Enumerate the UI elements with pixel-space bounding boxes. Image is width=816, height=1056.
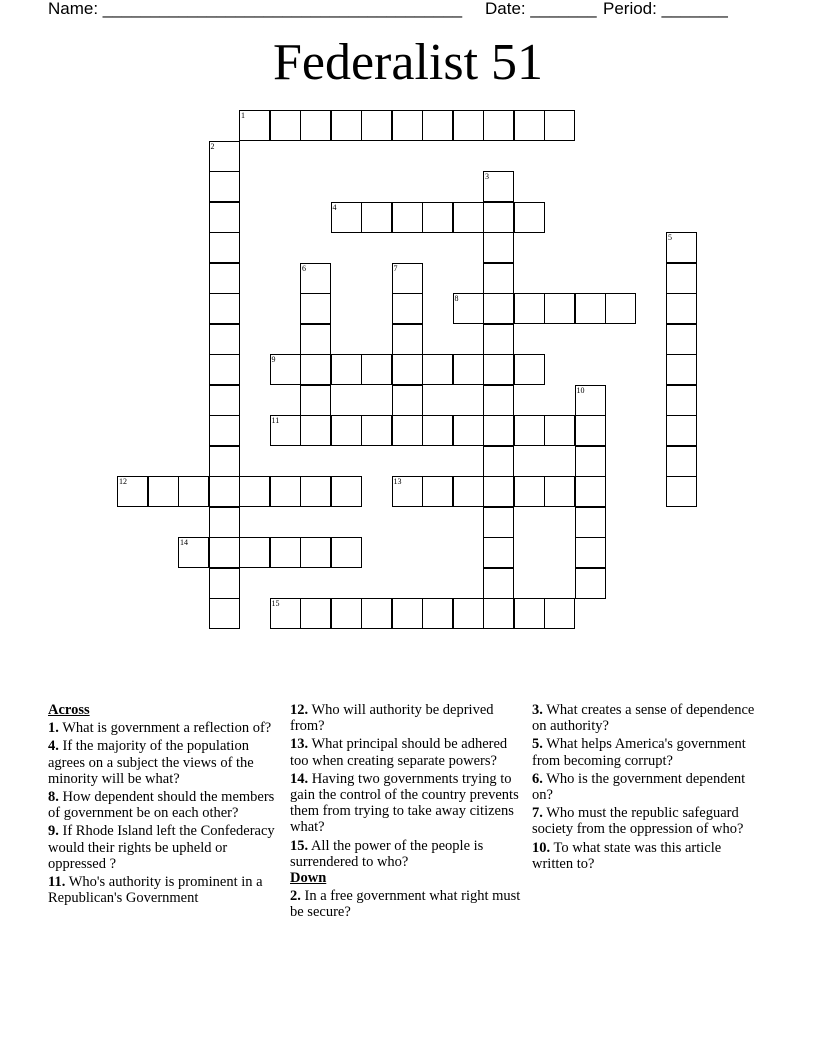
clue-number: 2. (290, 888, 301, 905)
grid-cell[interactable] (270, 537, 301, 568)
grid-cell[interactable] (575, 415, 606, 446)
grid-cell[interactable] (514, 415, 545, 446)
grid-cell[interactable] (270, 476, 301, 507)
grid-cell[interactable] (483, 110, 514, 141)
grid-cell[interactable] (331, 202, 362, 233)
cell-number: 5 (668, 233, 672, 242)
clue-text: If the majority of the population agrees on a subject the views of the minority will be what? (48, 738, 254, 787)
clue-across-1 (48, 720, 278, 736)
date-field[interactable]: Date: _______ (485, 0, 597, 18)
grid-cell[interactable] (422, 476, 453, 507)
grid-cell[interactable] (331, 537, 362, 568)
grid-cell[interactable] (300, 263, 331, 294)
grid-cell[interactable] (575, 507, 606, 538)
grid-cell[interactable] (422, 354, 453, 385)
clue-across-8 (48, 789, 278, 821)
grid-cell[interactable] (575, 385, 606, 416)
clues-column-2 (290, 702, 523, 923)
grid-cell[interactable] (209, 568, 240, 599)
grid-cell[interactable] (209, 476, 240, 507)
grid-cell[interactable] (483, 202, 514, 233)
grid-cell[interactable] (392, 293, 423, 324)
cell-number: 4 (332, 202, 337, 212)
grid-cell[interactable] (361, 598, 392, 629)
page-title: Federalist 51 (272, 34, 544, 91)
clue-number: 1. (48, 720, 59, 737)
grid-cell[interactable] (392, 385, 423, 416)
grid-cell[interactable] (666, 324, 697, 355)
clue-number: 11. (48, 874, 66, 891)
grid-cell[interactable] (605, 293, 636, 324)
grid-cell[interactable] (483, 507, 514, 538)
cell-number: 15 (271, 599, 280, 608)
period-field[interactable]: Period: _______ (603, 0, 728, 18)
grid-cell[interactable] (270, 354, 301, 385)
cell-number: 9 (271, 355, 276, 364)
grid-cell[interactable] (392, 202, 423, 233)
grid-cell[interactable] (666, 446, 697, 477)
clues-column-1 (48, 702, 278, 908)
clue-number: 8. (48, 789, 59, 806)
grid-cell[interactable] (209, 141, 240, 172)
grid-cell[interactable] (300, 476, 331, 507)
grid-cell[interactable] (483, 415, 514, 446)
grid-cell[interactable] (483, 293, 514, 324)
grid-cell[interactable] (209, 537, 240, 568)
grid-cell[interactable] (392, 263, 423, 294)
across-heading: Across (48, 702, 90, 718)
grid-cell[interactable] (209, 385, 240, 416)
grid-cell[interactable] (483, 324, 514, 355)
clue-number: 5. (532, 736, 543, 753)
clue-number: 13. (290, 736, 309, 753)
clue-text: What helps America's government from becoming corrupt? (532, 736, 746, 769)
grid-cell[interactable] (544, 598, 575, 629)
clue-text: If Rhode Island left the Confederacy would their rights be upheld or oppressed ? (48, 823, 275, 872)
clue-across-13 (290, 736, 523, 768)
grid-cell[interactable] (361, 202, 392, 233)
clue-number: 7. (532, 805, 543, 822)
grid-cell[interactable] (209, 202, 240, 233)
grid-cell[interactable] (514, 110, 545, 141)
grid-cell[interactable] (209, 507, 240, 538)
grid-cell[interactable] (209, 324, 240, 355)
clue-down-2 (290, 888, 523, 920)
cell-number: 1 (241, 111, 245, 120)
clue-text: How dependent should the members of government be on each other? (48, 789, 275, 822)
clue-number: 15. (290, 837, 309, 854)
cell-number: 10 (576, 385, 585, 395)
grid-cell[interactable] (575, 446, 606, 477)
clue-text: Who is the government dependent on? (532, 770, 746, 804)
grid-cell[interactable] (453, 476, 484, 507)
grid-cell[interactable] (300, 385, 331, 416)
grid-cell[interactable] (209, 354, 240, 385)
clue-text: What creates a sense of dependence on authority? (532, 702, 755, 735)
grid-cell[interactable] (361, 110, 392, 141)
grid-cell[interactable] (483, 385, 514, 416)
grid-cell[interactable] (666, 385, 697, 416)
down-heading: Down (290, 870, 327, 887)
grid-cell[interactable] (300, 598, 331, 629)
cell-number: 2 (210, 141, 215, 151)
name-field[interactable]: Name: ______________________________________ (48, 0, 463, 18)
grid-cell[interactable] (300, 537, 331, 568)
grid-cell[interactable] (453, 110, 484, 141)
clue-text: Having two governments trying to gain the control of the country prevents them from trying to take away citizens what? (290, 770, 519, 836)
grid-cell[interactable] (270, 415, 301, 446)
clue-text: What is government a reflection of? (62, 720, 272, 737)
grid-cell[interactable] (544, 293, 575, 324)
clue-across-9 (48, 823, 278, 872)
cell-number: 11 (271, 416, 280, 425)
clue-across-12 (290, 702, 523, 734)
cell-number: 14 (180, 538, 188, 547)
grid-cell[interactable] (575, 476, 606, 507)
grid-cell[interactable] (453, 202, 484, 233)
grid-cell[interactable] (514, 293, 545, 324)
grid-cell[interactable] (300, 354, 331, 385)
grid-cell[interactable] (331, 354, 362, 385)
grid-cell[interactable] (666, 232, 697, 263)
clue-down-10 (532, 840, 762, 872)
grid-cell[interactable] (392, 476, 423, 507)
grid-cell[interactable] (331, 415, 362, 446)
clue-down-6 (532, 771, 762, 803)
clue-down-3 (532, 702, 762, 734)
grid-cell[interactable] (483, 446, 514, 477)
grid-cell[interactable] (514, 354, 545, 385)
grid-cell[interactable] (483, 598, 514, 629)
grid-cell[interactable] (209, 293, 240, 324)
cell-number: 8 (454, 294, 459, 303)
grid-cell[interactable] (483, 568, 514, 599)
clue-number: 4. (48, 738, 59, 755)
grid-cell[interactable] (422, 598, 453, 629)
clue-down-7 (532, 805, 762, 837)
grid-cell[interactable] (666, 415, 697, 446)
grid-cell[interactable] (209, 232, 240, 263)
cell-number: 12 (119, 477, 127, 486)
clue-text: To what state was this article written to? (532, 839, 722, 872)
grid-cell[interactable] (575, 293, 606, 324)
grid-cell[interactable] (392, 598, 423, 629)
clue-across-15 (290, 838, 523, 870)
grid-cell[interactable] (148, 476, 179, 507)
grid-cell[interactable] (453, 293, 484, 324)
grid-cell[interactable] (209, 263, 240, 294)
grid-cell[interactable] (239, 537, 270, 568)
clue-across-11 (48, 874, 278, 906)
clue-text: Who must the republic safeguard society from the oppression of who? (532, 805, 744, 838)
clue-text: What principal should be adhered too when creating separate powers? (290, 736, 508, 769)
clue-number: 6. (532, 770, 543, 787)
grid-cell[interactable] (514, 476, 545, 507)
grid-cell[interactable] (392, 324, 423, 355)
grid-cell[interactable] (331, 476, 362, 507)
grid-cell[interactable] (483, 354, 514, 385)
clue-number: 10. (532, 839, 551, 856)
grid-cell[interactable] (483, 537, 514, 568)
grid-cell[interactable] (544, 110, 575, 141)
grid-cell[interactable] (575, 537, 606, 568)
clue-across-14 (290, 771, 523, 836)
grid-cell[interactable] (209, 415, 240, 446)
grid-cell[interactable] (483, 171, 514, 202)
grid-cell[interactable] (331, 598, 362, 629)
grid-cell[interactable] (331, 110, 362, 141)
grid-cell[interactable] (300, 293, 331, 324)
clue-number: 9. (48, 823, 59, 840)
grid-cell[interactable] (544, 476, 575, 507)
grid-cell[interactable] (483, 232, 514, 263)
grid-cell[interactable] (483, 476, 514, 507)
grid-cell[interactable] (422, 202, 453, 233)
clue-number: 14. (290, 770, 309, 787)
grid-cell[interactable] (209, 446, 240, 477)
grid-cell[interactable] (300, 415, 331, 446)
grid-cell[interactable] (178, 476, 209, 507)
clue-number: 12. (290, 702, 309, 718)
grid-cell[interactable] (270, 598, 301, 629)
cell-number: 13 (393, 477, 402, 486)
worksheet-header (48, 0, 768, 20)
grid-cell[interactable] (178, 537, 209, 568)
grid-cell[interactable] (361, 415, 392, 446)
clue-text: Who will authority be deprived from? (290, 702, 494, 735)
grid-cell[interactable] (453, 415, 484, 446)
grid-cell[interactable] (300, 324, 331, 355)
grid-cell[interactable] (422, 415, 453, 446)
clue-across-4 (48, 738, 278, 787)
clue-number: 3. (532, 702, 543, 718)
grid-cell[interactable] (117, 476, 148, 507)
cell-number: 6 (302, 263, 306, 273)
grid-cell[interactable] (666, 354, 697, 385)
clue-text: Who's authority is prominent in a Republican's Government (48, 874, 263, 907)
grid-cell[interactable] (300, 110, 331, 141)
grid-cell[interactable] (666, 263, 697, 294)
grid-cell[interactable] (514, 598, 545, 629)
grid-cell[interactable] (453, 354, 484, 385)
grid-cell[interactable] (666, 293, 697, 324)
grid-cell[interactable] (209, 598, 240, 629)
grid-cell[interactable] (453, 598, 484, 629)
grid-cell[interactable] (514, 202, 545, 233)
clue-text: In a free government what right must be secure? (290, 888, 521, 921)
grid-cell[interactable] (239, 476, 270, 507)
grid-cell[interactable] (483, 263, 514, 294)
grid-cell[interactable] (422, 110, 453, 141)
grid-cell[interactable] (392, 110, 423, 141)
cell-number: 7 (393, 263, 398, 273)
cell-number: 3 (485, 172, 489, 181)
grid-cell[interactable] (666, 476, 697, 507)
grid-cell[interactable] (544, 415, 575, 446)
grid-cell[interactable] (209, 171, 240, 202)
clue-down-5 (532, 736, 762, 768)
grid-cell[interactable] (575, 568, 606, 599)
grid-cell[interactable] (392, 415, 423, 446)
grid-cell[interactable] (270, 110, 301, 141)
clues-column-3 (532, 702, 762, 874)
grid-cell[interactable] (392, 354, 423, 385)
grid-cell[interactable] (239, 110, 270, 141)
clue-text: All the power of the people is surrendered to who? (290, 837, 484, 870)
grid-cell[interactable] (361, 354, 392, 385)
